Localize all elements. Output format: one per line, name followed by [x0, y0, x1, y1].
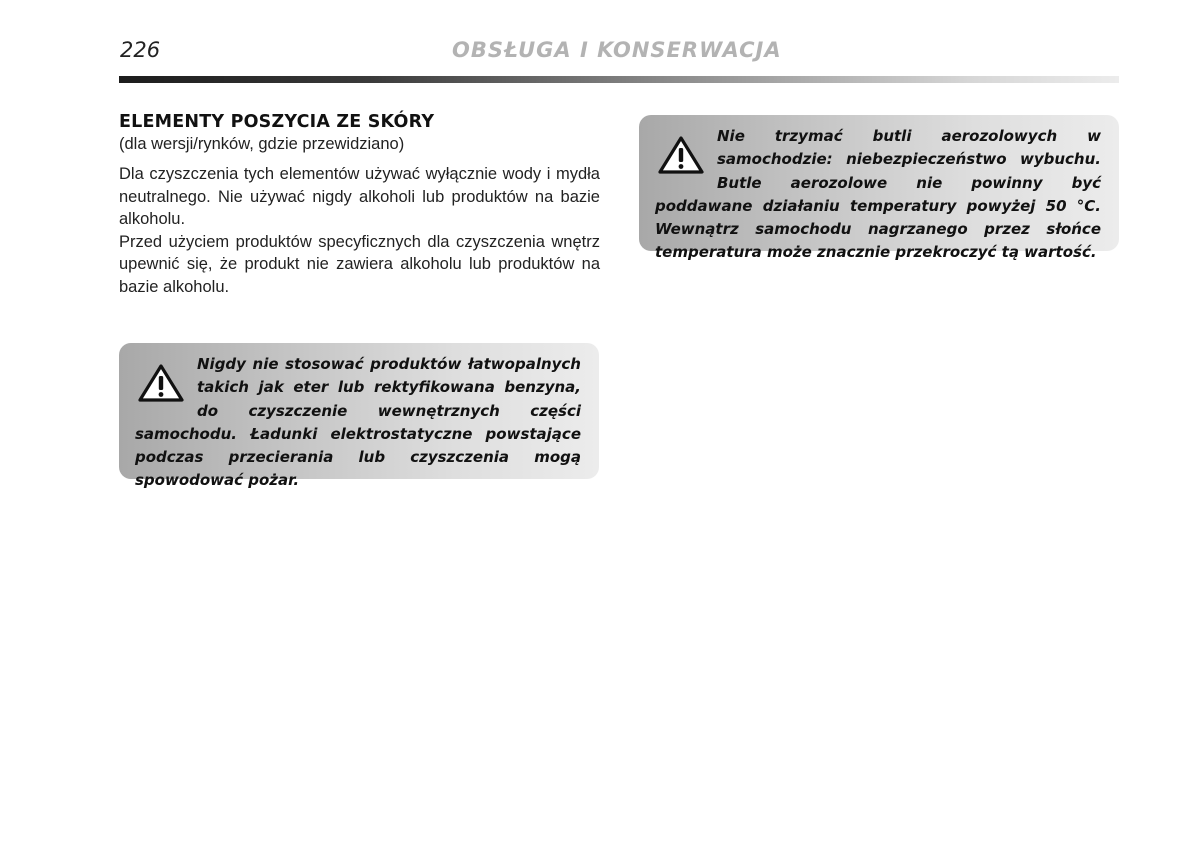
- section-title: OBSŁUGA I KONSERWACJA: [452, 38, 782, 62]
- warning-box: [119, 343, 599, 490]
- section-subheading: (dla wersji/rynków, gdzie przewidziano): [119, 135, 405, 153]
- warning-triangle-icon: [657, 135, 705, 175]
- paragraph: Przed użyciem produktów specyficznych dla czyszczenia wnętrz upewnić się, że produkt nie zawiera alkoholu lub produktów na bazie alkoholu.: [119, 232, 600, 296]
- body-text: [119, 163, 600, 298]
- warning-triangle-icon: [137, 363, 185, 403]
- paragraph: Dla czyszczenia tych elementów używać wyłącznie wody i mydła neutralnego. Nie używać nigdy alkoholi lub produktów na bazie alkoholu.: [119, 165, 600, 228]
- warning-text: Nie trzymać butli aerozolowych w samochodzie: niebezpieczeństwo wybuchu. Butle aerozolowe nie powinny być poddawane działaniu temperatury powyżej 50 °C. Wewnątrz samochodu nagrzanego przez słońce temperatura może znacznie przekroczyć tą wartość.: [655, 127, 1101, 262]
- header-rule: [119, 76, 1119, 83]
- warning-text: Nigdy nie stosować produktów łatwopalnych takich jak eter lub rektyfikowana benzyna, do czyszczenie wewnętrznych części samochodu. Ładunki elektrostatyczne powstające podczas przecierania lub czyszczenia mogą spowodować pożar.: [135, 355, 581, 490]
- warning-box: [639, 115, 1119, 262]
- section-heading: ELEMENTY POSZYCIA ZE SKÓRY: [119, 112, 435, 132]
- left-column: [119, 111, 601, 298]
- page-number: 226: [120, 38, 161, 62]
